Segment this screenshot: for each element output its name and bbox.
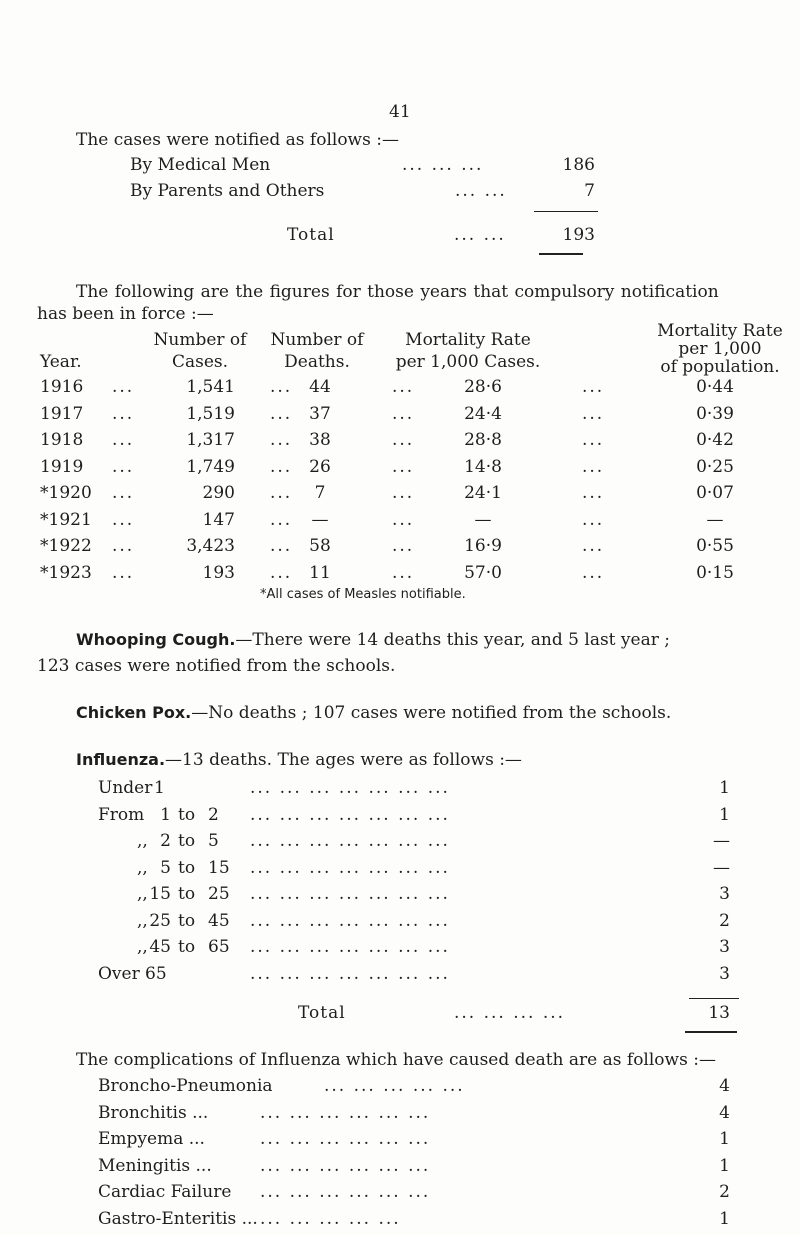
- dot-leader: ... ... ... ... ... ... ...: [250, 857, 450, 878]
- rate-cases-cell: 16·9: [464, 536, 502, 556]
- whooping-text: —There were 14 deaths this year, and 5 last year ;: [235, 630, 670, 650]
- age-from: 2: [160, 831, 171, 851]
- age-to-word: to: [178, 910, 196, 931]
- rate-pop-cell: 0·55: [696, 536, 734, 556]
- complication-label: Broncho-Pneumonia: [98, 1076, 273, 1096]
- dot-leader: ...: [582, 509, 605, 530]
- age-count: 1: [719, 778, 730, 798]
- dot-leader: ...: [270, 377, 293, 397]
- cases-cell: 193: [202, 562, 235, 583]
- deaths-cell: 7: [314, 483, 326, 503]
- complications-intro: The complications of Influenza which have caused death are as follows :—: [76, 1050, 716, 1070]
- age-count: —: [713, 857, 730, 878]
- complication-count: 4: [719, 1076, 730, 1096]
- col-header-rate-cases-1: Mortality Rate: [405, 330, 531, 350]
- dot-leader: ...: [112, 483, 135, 503]
- age-from: 45: [149, 937, 171, 957]
- dot-leader: ... ... ...: [402, 155, 484, 175]
- dot-leader: ...: [112, 377, 135, 397]
- cases-cell: 1,749: [186, 456, 235, 477]
- complication-label: Gastro-Enteritis ...: [98, 1208, 258, 1229]
- dot-leader: ...: [112, 536, 135, 556]
- page-number: 41: [389, 102, 411, 122]
- col-header-rate-pop-2: per 1,000: [678, 339, 762, 359]
- cases-cell: 290: [202, 483, 235, 503]
- cases-cell: 1,541: [186, 377, 235, 397]
- age-count: —: [713, 831, 730, 851]
- year-cell: *1921: [40, 509, 92, 530]
- year-cell: 1919: [40, 456, 84, 477]
- age-upper: 45: [208, 910, 230, 931]
- age-to-word: to: [178, 937, 196, 957]
- influenza-total-value: 13: [708, 1003, 730, 1023]
- col-header-cases-1: Number of: [153, 330, 247, 350]
- age-upper: 65: [208, 937, 230, 957]
- whooping-paragraph-line1: [76, 630, 670, 650]
- age-count: 1: [719, 804, 730, 825]
- dot-leader: ...: [112, 430, 135, 450]
- dot-leader: ...: [392, 403, 415, 424]
- col-header-year: Year.: [40, 352, 82, 372]
- age-prefix: Under: [98, 778, 153, 798]
- cases-cell: 147: [202, 509, 235, 530]
- sum-rule: [689, 998, 739, 999]
- col-header-deaths-2: Deaths.: [284, 352, 350, 372]
- cases-cell: 3,423: [186, 536, 235, 556]
- age-upper: 2: [208, 804, 219, 825]
- complication-count: 2: [719, 1182, 730, 1202]
- complication-label: Meningitis ...: [98, 1155, 212, 1176]
- rate-cases-cell: 28·8: [464, 430, 502, 450]
- col-header-deaths-1: Number of: [270, 330, 364, 350]
- age-upper: 15: [208, 857, 230, 878]
- whooping-paragraph-line2: 123 cases were notified from the schools.: [37, 656, 396, 676]
- double-rule: [685, 1031, 737, 1033]
- complication-count: 4: [719, 1102, 730, 1123]
- dot-leader: ...: [270, 562, 293, 583]
- deaths-cell: 11: [309, 562, 331, 583]
- col-header-rate-pop-3: of population.: [660, 357, 780, 377]
- chicken-paragraph: [76, 703, 671, 723]
- age-prefix: Over: [98, 963, 140, 984]
- dot-leader: ... ... ... ... ... ...: [260, 1102, 431, 1123]
- complication-label: Empyema ...: [98, 1129, 205, 1149]
- dot-leader: ...: [582, 377, 605, 397]
- rate-cases-cell: 24·1: [464, 483, 502, 503]
- age-count: 3: [719, 884, 730, 904]
- dot-leader: ...: [112, 403, 135, 424]
- dot-leader: ...: [582, 536, 605, 556]
- rate-cases-cell: 28·6: [464, 377, 502, 397]
- col-header-cases-2: Cases.: [171, 352, 229, 372]
- rate-pop-cell: 0·39: [696, 403, 734, 424]
- dot-leader: ...: [582, 562, 605, 583]
- deaths-cell: 44: [309, 377, 331, 397]
- compulsory-intro-line2: has been in force :—: [37, 304, 214, 324]
- influenza-total-label: Total: [298, 1003, 346, 1023]
- col-header-deaths: [262, 330, 372, 372]
- dot-leader: ...: [270, 536, 293, 556]
- deaths-cell: 58: [309, 536, 331, 556]
- notified-intro: The cases were notified as follows :—: [76, 130, 399, 150]
- dot-leader: ... ... ... ... ... ... ...: [250, 963, 450, 984]
- influenza-text: —13 deaths. The ages were as follows :—: [165, 750, 522, 770]
- dot-leader: ... ...: [455, 181, 507, 201]
- age-upper: 5: [208, 831, 219, 851]
- dot-leader: ... ... ... ...: [454, 1003, 566, 1023]
- dot-leader: ... ... ... ... ... ...: [260, 1129, 431, 1149]
- dot-leader: ...: [582, 403, 605, 424]
- age-upper: 25: [208, 884, 230, 904]
- age-count: 3: [719, 937, 730, 957]
- dot-leader: ... ... ... ... ... ... ...: [250, 804, 450, 825]
- complication-label: Cardiac Failure: [98, 1182, 232, 1202]
- cases-cell: 1,519: [186, 403, 235, 424]
- dot-leader: ... ... ... ... ...: [324, 1076, 465, 1096]
- complication-count: 1: [719, 1129, 730, 1149]
- age-from: 15: [149, 884, 171, 904]
- rate-cases-cell: 14·8: [464, 456, 502, 477]
- dot-leader: ... ... ... ... ... ... ...: [250, 910, 450, 931]
- whooping-heading: Whooping Cough.: [76, 630, 236, 649]
- age-count: 2: [719, 910, 730, 931]
- notified-value: 186: [562, 155, 595, 175]
- dot-leader: ...: [112, 509, 135, 530]
- notified-total-label: Total: [287, 225, 335, 245]
- col-header-rate-pop: [645, 322, 795, 376]
- rate-pop-cell: 0·25: [696, 456, 734, 477]
- rate-cases-cell: —: [474, 509, 492, 530]
- age-to-word: to: [178, 831, 196, 851]
- dot-leader: ...: [582, 456, 605, 477]
- col-header-rate-cases-2: per 1,000 Cases.: [395, 352, 541, 372]
- dot-leader: ...: [392, 536, 415, 556]
- dot-leader: ... ...: [454, 225, 506, 245]
- dot-leader: ... ... ... ... ... ...: [260, 1155, 431, 1176]
- dot-leader: ... ... ... ... ... ... ...: [250, 778, 450, 798]
- dot-leader: ...: [392, 456, 415, 477]
- year-cell: 1918: [40, 430, 84, 450]
- dot-leader: ...: [270, 483, 293, 503]
- rate-pop-cell: 0·15: [696, 562, 734, 583]
- complication-label: Bronchitis ...: [98, 1102, 209, 1123]
- age-from: 1: [154, 778, 165, 798]
- sum-rule: [534, 211, 598, 212]
- dot-leader: ...: [392, 509, 415, 530]
- col-header-cases: [145, 330, 255, 372]
- complication-count: 1: [719, 1155, 730, 1176]
- year-cell: *1922: [40, 536, 92, 556]
- deaths-cell: —: [311, 509, 329, 530]
- age-to-word: to: [178, 884, 196, 904]
- dot-leader: ...: [112, 456, 135, 477]
- deaths-cell: 26: [309, 456, 331, 477]
- dot-leader: ... ... ... ... ...: [260, 1208, 401, 1229]
- dot-leader: ...: [392, 377, 415, 397]
- chicken-heading: Chicken Pox.: [76, 703, 192, 722]
- dot-leader: ...: [270, 509, 293, 530]
- dot-leader: ... ... ... ... ... ... ...: [250, 831, 450, 851]
- year-cell: *1923: [40, 562, 92, 583]
- age-prefix: ,,: [137, 884, 148, 904]
- age-to-word: to: [178, 857, 196, 878]
- age-from: 1: [160, 804, 171, 825]
- year-cell: *1920: [40, 483, 92, 503]
- dot-leader: ... ... ... ... ... ... ...: [250, 884, 450, 904]
- age-prefix: From: [98, 804, 145, 825]
- dot-leader: ...: [582, 430, 605, 450]
- rate-pop-cell: —: [706, 509, 724, 530]
- dot-leader: ...: [112, 562, 135, 583]
- age-from: 25: [149, 910, 171, 931]
- age-prefix: ,,: [137, 831, 148, 851]
- age-prefix: ,,: [137, 937, 148, 957]
- dot-leader: ... ... ... ... ... ...: [260, 1182, 431, 1202]
- influenza-heading: Influenza.: [76, 750, 166, 769]
- rate-pop-cell: 0·07: [696, 483, 734, 503]
- rate-pop-cell: 0·42: [696, 430, 734, 450]
- table-footnote: *All cases of Measles notifiable.: [260, 587, 466, 602]
- chicken-text: —No deaths ; 107 cases were notified from the schools.: [191, 703, 672, 723]
- age-count: 3: [719, 963, 730, 984]
- age-to-word: to: [178, 804, 196, 825]
- year-cell: 1917: [40, 403, 84, 424]
- dot-leader: ...: [392, 430, 415, 450]
- deaths-cell: 37: [309, 403, 331, 424]
- notified-total-value: 193: [562, 225, 595, 245]
- rate-pop-cell: 0·44: [696, 377, 734, 397]
- year-cell: 1916: [40, 377, 84, 397]
- rate-cases-cell: 57·0: [464, 562, 502, 583]
- deaths-cell: 38: [309, 430, 331, 450]
- col-header-rate-cases: [388, 330, 548, 372]
- notified-value: 7: [584, 181, 595, 201]
- dot-leader: ...: [392, 562, 415, 583]
- age-from: 65: [145, 963, 167, 984]
- notified-row: By Parents and Others: [130, 181, 325, 201]
- influenza-paragraph: [76, 750, 522, 770]
- complication-count: 1: [719, 1208, 730, 1229]
- compulsory-intro-line1: The following are the figures for those years that compulsory notification: [76, 282, 719, 302]
- dot-leader: ...: [392, 483, 415, 503]
- age-prefix: ,,: [137, 910, 148, 931]
- age-prefix: ,,: [137, 857, 148, 878]
- dot-leader: ...: [582, 483, 605, 503]
- dot-leader: ...: [270, 403, 293, 424]
- dot-leader: ... ... ... ... ... ... ...: [250, 937, 450, 957]
- notified-row: By Medical Men: [130, 155, 271, 175]
- double-rule: [539, 253, 583, 255]
- rate-cases-cell: 24·4: [464, 403, 502, 424]
- dot-leader: ...: [270, 456, 293, 477]
- cases-cell: 1,317: [186, 430, 235, 450]
- dot-leader: ...: [270, 430, 293, 450]
- col-header-rate-pop-1: Mortality Rate: [657, 321, 783, 341]
- age-from: 5: [160, 857, 171, 878]
